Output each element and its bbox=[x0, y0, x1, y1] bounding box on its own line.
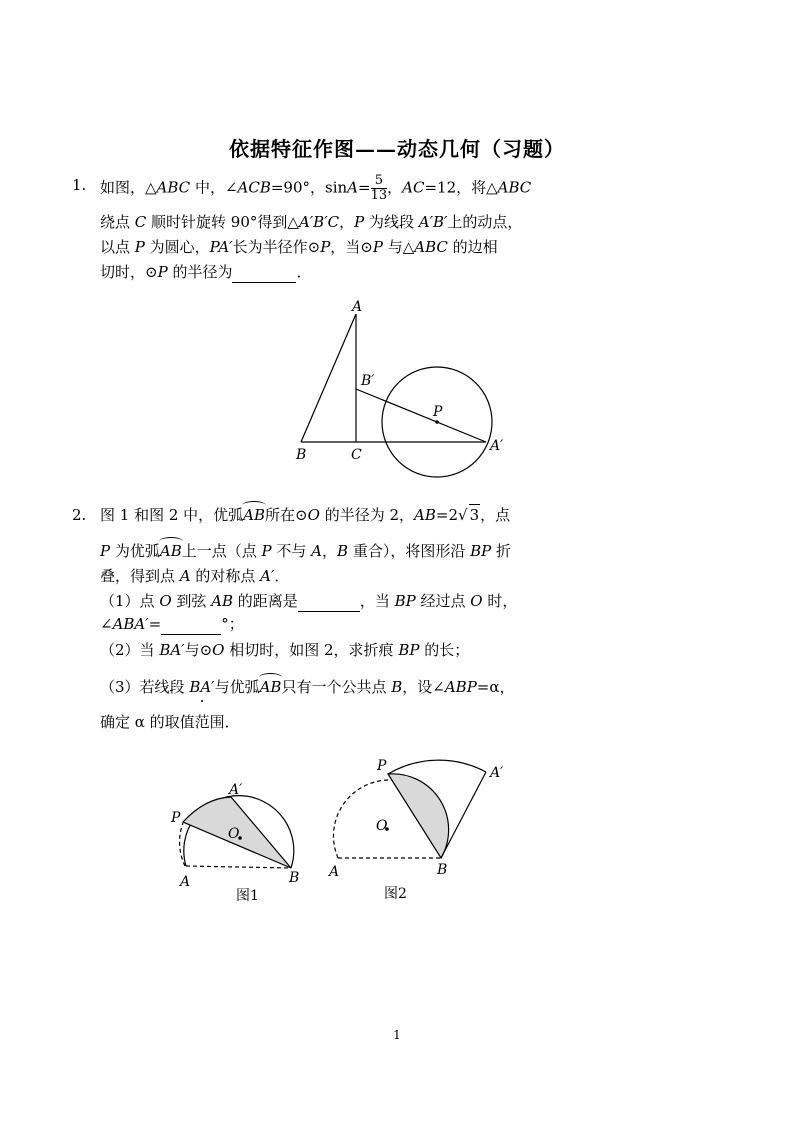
label-p: P bbox=[433, 404, 443, 420]
folded-region bbox=[388, 774, 449, 858]
label-c: C bbox=[351, 447, 362, 463]
fig2-label-b: B bbox=[437, 862, 448, 878]
fig2-label-a-prime: A′ bbox=[490, 765, 504, 781]
q2-sub-3-cont: 确定 α 的取值范围． bbox=[100, 713, 240, 731]
q2-line-2: P 为优弧AB上一点（点 P 不与 A，B 重合），将图形沿 BP 折 bbox=[100, 542, 511, 560]
q2-number: 2. bbox=[72, 506, 87, 524]
q2-line-3: 叠，得到点 A 的对称点 A′． bbox=[100, 567, 290, 585]
label-a-prime: A′ bbox=[490, 438, 504, 454]
fig1-label-a: A bbox=[180, 874, 191, 890]
page-title: 依据特征作图——动态几何（习题） bbox=[229, 137, 565, 161]
label-b-prime: B′ bbox=[361, 373, 375, 389]
q2-sub-3: （3）若线段 BA′与优弧AB只有一个公共点 B，设∠ABP=α， bbox=[100, 678, 515, 696]
fraction-5-13: $\frac{5}{13}$ bbox=[370, 173, 388, 203]
q2-sub-1-cont: ∠ABA′= °； bbox=[100, 615, 244, 633]
q1-line-3: 以点 P 为圆心，PA′长为半径作⊙P，当⊙P 与△ABC 的边相 bbox=[100, 238, 498, 256]
q2-sub-1: （1）点 O 到弦 AB 的距离是 ，当 BP 经过点 O 时， bbox=[100, 592, 518, 610]
fig1-label-o: O bbox=[228, 826, 240, 842]
q2-line-1: 图 1 和图 2 中，优弧AB所在⊙O 的半径为 2，AB=2√ 3，点 bbox=[100, 506, 511, 524]
q1-number: 1. bbox=[72, 176, 87, 194]
fig1-label-a-prime: A′ bbox=[229, 782, 243, 798]
page-number: 1 bbox=[393, 1028, 401, 1042]
fig2-caption: 图2 bbox=[384, 886, 407, 902]
segment-ba-prime bbox=[441, 772, 486, 858]
label-a: A bbox=[352, 299, 363, 315]
fig1-label-b: B bbox=[289, 870, 300, 886]
q2-sub-2: （2）当 BA′与⊙O 相切时，如图 2，求折痕 BP 的长； bbox=[100, 641, 470, 659]
q1-line-2: 绕点 C 顺时针旋转 90°得到△A′B′C，P 为线段 A′B′上的动点， bbox=[100, 213, 523, 231]
fig1-caption: 图1 bbox=[236, 888, 259, 904]
q1-line-1: 如图，△ABC 中，∠ACB=90°，sinA= $\frac{5}{13}$ ，AC=12，将△ABC bbox=[100, 173, 532, 203]
fig1-label-p: P bbox=[171, 810, 181, 826]
label-b: B bbox=[296, 447, 307, 463]
fig2-label-a: A bbox=[329, 864, 340, 880]
reflected-arc bbox=[388, 760, 486, 774]
fig2-label-p: P bbox=[377, 758, 387, 774]
fig2-label-o: O bbox=[376, 818, 388, 834]
q1-line-4: 切时，⊙P 的半径为 ． bbox=[100, 263, 312, 281]
